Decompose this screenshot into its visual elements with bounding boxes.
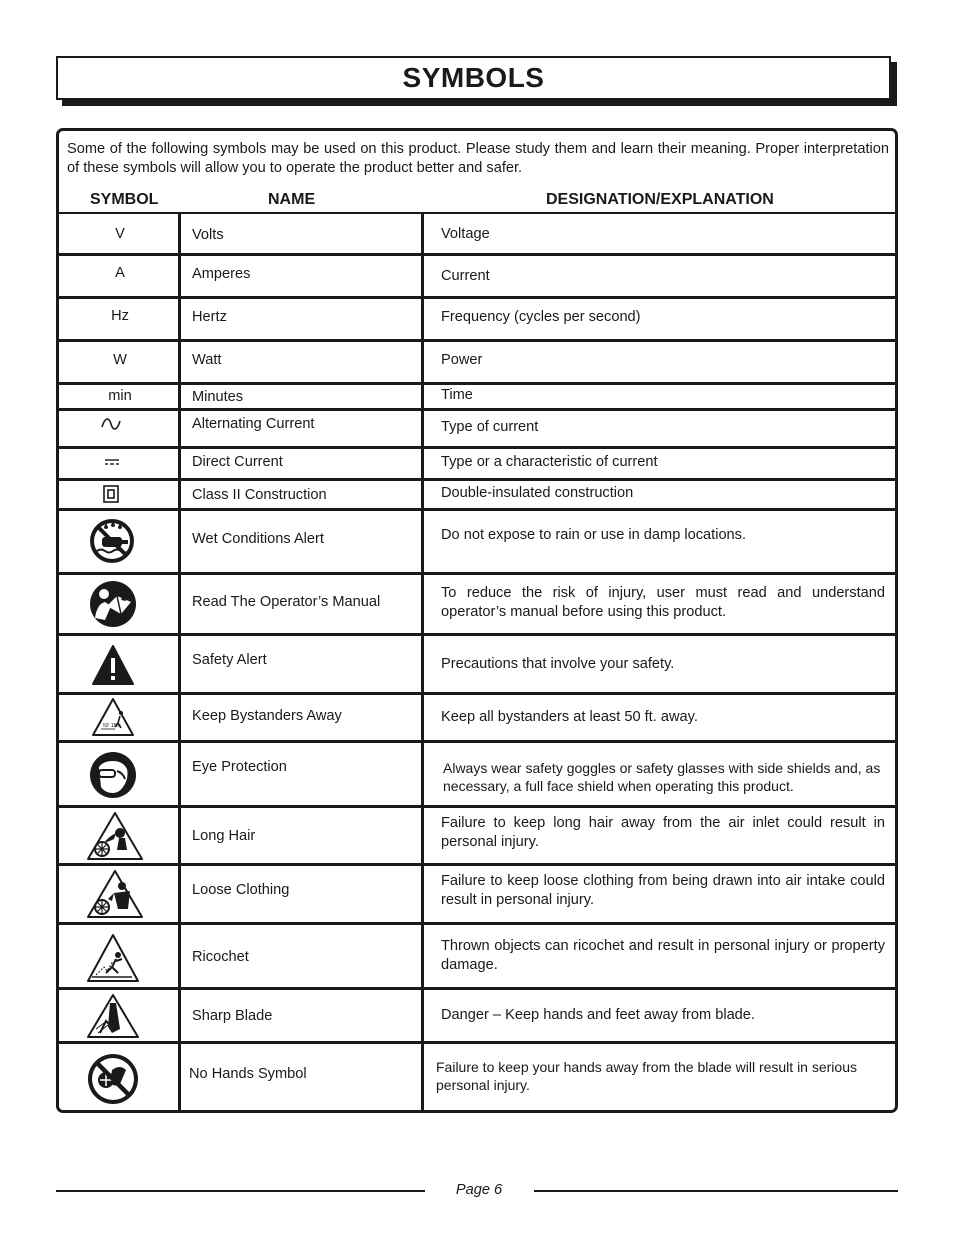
column-divider bbox=[178, 213, 181, 1110]
eye-protection-icon bbox=[89, 751, 137, 799]
name-ricochet: Ricochet bbox=[192, 949, 249, 965]
row-divider bbox=[57, 572, 897, 575]
row-divider bbox=[57, 339, 897, 342]
row-divider bbox=[57, 508, 897, 511]
long-hair-icon bbox=[86, 811, 144, 861]
name-alternating-current: Alternating Current bbox=[192, 416, 315, 432]
name-amperes: Amperes bbox=[192, 266, 251, 282]
class-ii-construction-icon bbox=[103, 485, 119, 503]
explanation-direct-current: Type or a characteristic of current bbox=[441, 454, 658, 470]
name-keep-bystanders-away: Keep Bystanders Away bbox=[192, 708, 342, 724]
row-divider bbox=[57, 382, 897, 385]
column-divider bbox=[421, 213, 424, 1110]
symbol-volts: V bbox=[115, 226, 125, 242]
direct-current-icon bbox=[104, 458, 120, 466]
symbol-watt: W bbox=[113, 352, 127, 368]
name-watt: Watt bbox=[192, 352, 222, 368]
alternating-current-icon bbox=[100, 416, 122, 432]
explanation-safety-alert: Precautions that involve your safety. bbox=[441, 656, 675, 672]
column-header-symbol: SYMBOL bbox=[90, 191, 159, 208]
column-header-name: NAME bbox=[268, 191, 316, 208]
wet-conditions-icon bbox=[88, 517, 136, 565]
row-divider bbox=[57, 740, 897, 743]
explanation-sharp-blade: Danger – Keep hands and feet away from blade. bbox=[441, 1007, 755, 1023]
explanation-eye-protection: Always wear safety goggles or safety glasses with side shields and, as necessary, a full face shield when operating this product. bbox=[443, 760, 881, 794]
name-read-manual: Read The Operator’s Manual bbox=[192, 594, 381, 610]
explanation-no-hands: Failure to keep your hands away from the blade will result in serious personal injury. bbox=[436, 1059, 857, 1093]
row-divider bbox=[57, 863, 897, 866]
explanation-keep-bystanders-away: Keep all bystanders at least 50 ft. away. bbox=[441, 709, 698, 725]
row-divider bbox=[57, 446, 897, 449]
keep-bystanders-away-icon bbox=[91, 697, 135, 737]
explanation-minutes: Time bbox=[441, 387, 473, 403]
title-banner bbox=[56, 56, 891, 100]
explanation-loose-clothing: Failure to keep loose clothing from being drawn into air intake could result in personal injury. bbox=[441, 873, 885, 908]
name-loose-clothing: Loose Clothing bbox=[192, 882, 290, 898]
safety-alert-icon bbox=[91, 644, 135, 686]
footer-rule-left bbox=[56, 1190, 425, 1192]
row-divider bbox=[57, 805, 897, 808]
explanation-volts: Voltage bbox=[441, 226, 490, 242]
sharp-blade-icon bbox=[86, 993, 140, 1039]
symbol-minutes: min bbox=[108, 388, 132, 404]
footer-rule-right bbox=[534, 1190, 898, 1192]
explanation-alternating-current: Type of current bbox=[441, 419, 539, 435]
no-hands-icon bbox=[86, 1052, 140, 1106]
row-divider bbox=[57, 692, 897, 695]
row-divider bbox=[57, 1041, 897, 1044]
row-divider bbox=[57, 922, 897, 925]
loose-clothing-icon bbox=[86, 869, 144, 919]
read-manual-icon bbox=[89, 580, 137, 628]
explanation-amperes: Current bbox=[441, 268, 490, 284]
name-direct-current: Direct Current bbox=[192, 454, 283, 470]
name-class-ii-construction: Class II Construction bbox=[192, 487, 327, 503]
name-eye-protection: Eye Protection bbox=[192, 759, 287, 775]
name-sharp-blade: Sharp Blade bbox=[192, 1008, 273, 1024]
explanation-watt: Power bbox=[441, 352, 483, 368]
row-divider bbox=[57, 296, 897, 299]
ricochet-icon bbox=[86, 933, 140, 983]
row-divider bbox=[57, 987, 897, 990]
name-long-hair: Long Hair bbox=[192, 828, 256, 844]
row-divider bbox=[57, 253, 897, 256]
explanation-class-ii-construction: Double-insulated construction bbox=[441, 485, 634, 501]
column-header-explanation: DESIGNATION/EXPLANATION bbox=[546, 191, 774, 208]
page-number: Page 6 bbox=[455, 1182, 503, 1198]
explanation-ricochet: Thrown objects can ricochet and result in personal injury or property damage. bbox=[441, 938, 885, 973]
page-title: SYMBOLS bbox=[402, 62, 545, 93]
name-no-hands: No Hands Symbol bbox=[189, 1066, 307, 1082]
name-minutes: Minutes bbox=[192, 389, 244, 405]
row-divider bbox=[57, 633, 897, 636]
explanation-wet-conditions: Do not expose to rain or use in damp locations. bbox=[441, 527, 747, 543]
explanation-long-hair: Failure to keep long hair away from the air inlet could result in personal injury. bbox=[441, 815, 885, 850]
row-divider bbox=[57, 408, 897, 411]
name-safety-alert: Safety Alert bbox=[192, 652, 267, 668]
name-hertz: Hertz bbox=[192, 309, 227, 325]
symbol-amperes: A bbox=[115, 265, 125, 281]
intro-paragraph: Some of the following symbols may be used on this product. Please study them and learn their meaning. Proper interpretation of these symbols will allow you to operate the product better and safer. bbox=[67, 141, 889, 176]
bystander-distance-label: 50' 15m bbox=[103, 723, 121, 729]
symbol-hertz: Hz bbox=[111, 308, 129, 324]
name-wet-conditions: Wet Conditions Alert bbox=[192, 531, 324, 547]
name-volts: Volts bbox=[192, 227, 224, 243]
row-divider bbox=[57, 478, 897, 481]
explanation-hertz: Frequency (cycles per second) bbox=[441, 309, 641, 325]
explanation-read-manual: To reduce the risk of injury, user must read and understand operator’s manual before using this product. bbox=[441, 585, 885, 620]
row-divider bbox=[57, 212, 897, 214]
